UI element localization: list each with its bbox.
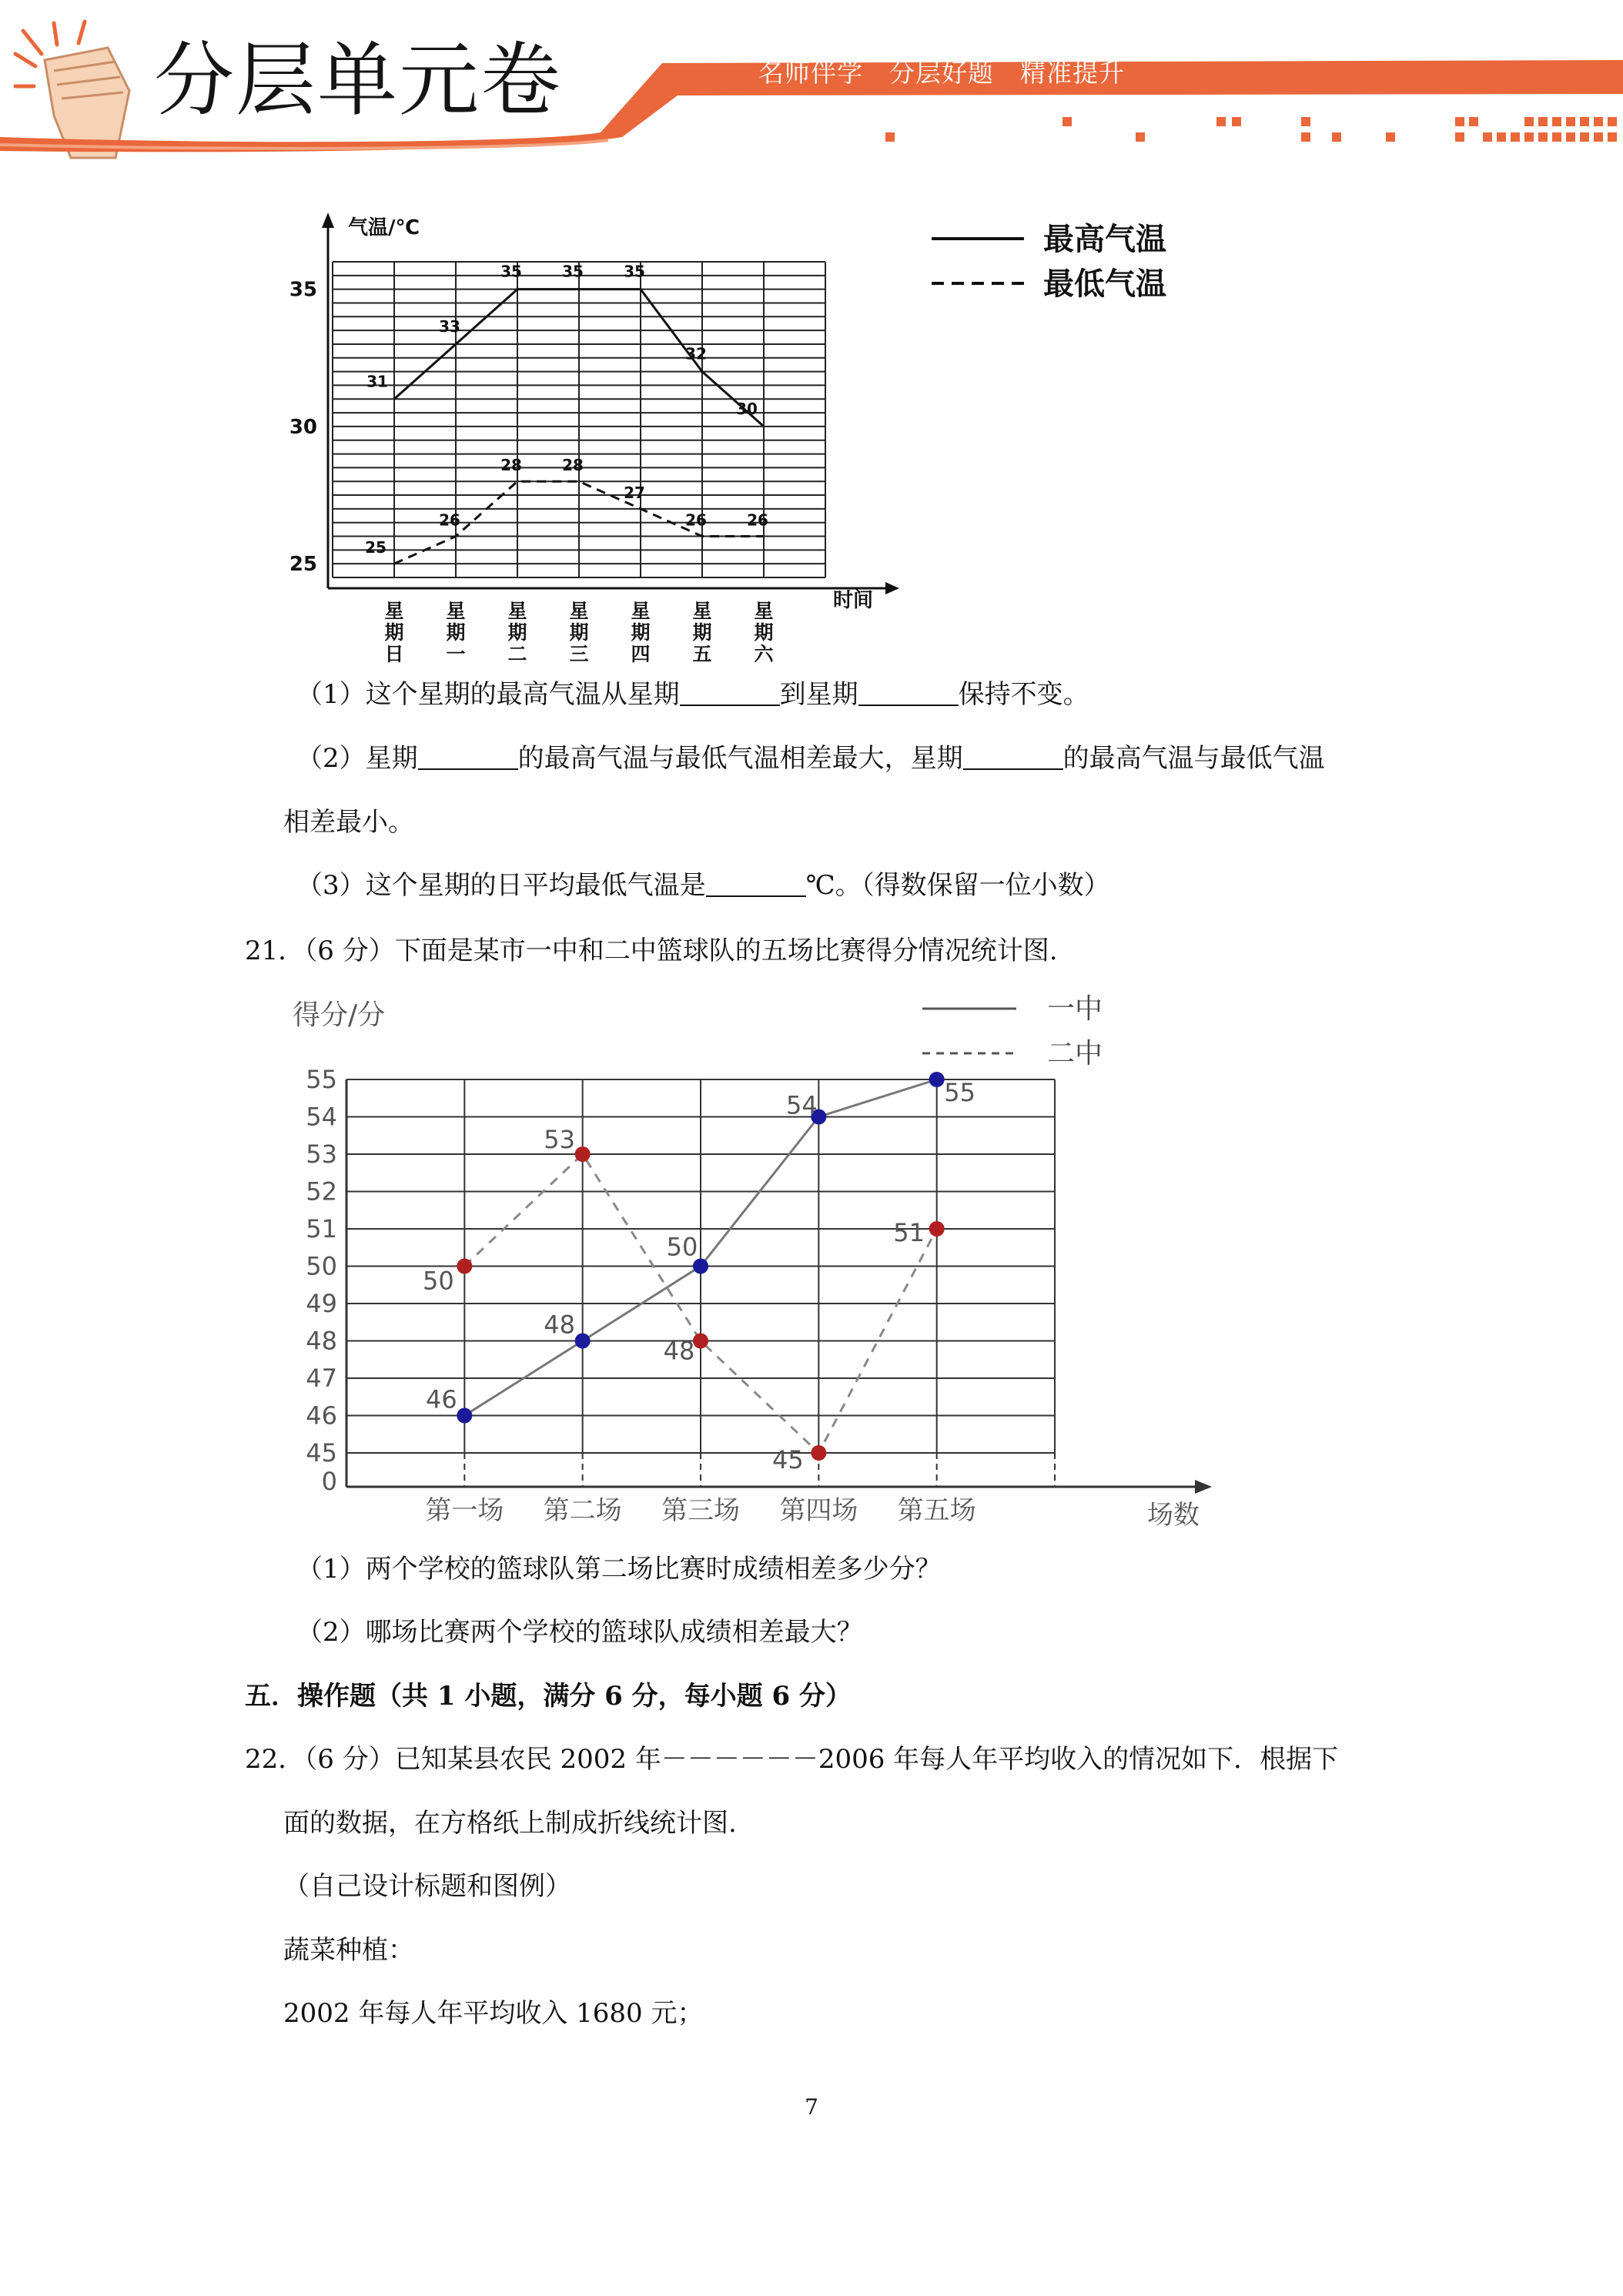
x-tick-label: 第四场 <box>779 1495 858 1526</box>
q20-part1-text-c: 保持不变。 <box>958 679 1089 710</box>
data-label: 55 <box>944 1078 976 1107</box>
data-label: 27 <box>624 483 645 502</box>
y-axis-label: 气温/℃ <box>348 216 420 239</box>
q22-line4: 蔬菜种植： <box>283 1935 414 1966</box>
data-label: 48 <box>544 1310 576 1340</box>
data-point <box>811 1445 826 1461</box>
data-point <box>575 1334 591 1349</box>
page-header <box>0 0 1623 166</box>
q22-line5: 2002 年每人年平均收入 1680 元； <box>283 1998 704 2029</box>
answer-blank[interactable] <box>680 681 780 706</box>
data-label: 35 <box>624 262 645 281</box>
q20-part3-text-a: （3）这个星期的日平均最低气温是 <box>296 870 706 901</box>
x-tick-label: 星期三 <box>569 600 589 664</box>
section-five-title: 五．操作题（共 1 小题，满分 6 分，每小题 6 分） <box>245 1681 852 1712</box>
basketball-chart-svg <box>277 986 1247 1540</box>
data-point <box>457 1259 472 1274</box>
brand-title: 分层单元卷 <box>154 33 563 127</box>
answer-blank[interactable] <box>963 745 1063 770</box>
y-tick-label: 54 <box>306 1102 337 1132</box>
data-point <box>929 1221 945 1237</box>
data-label: 54 <box>785 1090 818 1120</box>
x-tick-label: 第三场 <box>661 1495 740 1526</box>
y-tick-label: 52 <box>306 1176 337 1207</box>
data-point <box>575 1146 591 1162</box>
basketball-chart <box>277 986 1247 1540</box>
q20-part1 <box>296 679 1089 711</box>
x-axis-arrow <box>1195 1480 1212 1494</box>
x-tick-label: 第五场 <box>897 1495 976 1526</box>
q20-part1-text-a: （1）这个星期的最高气温从星期 <box>296 679 680 710</box>
y-tick-label: 30 <box>289 415 317 439</box>
data-label: 28 <box>562 456 584 475</box>
brand-slogan: 名师伴学 分层好题 精准提升 <box>758 58 1125 88</box>
y-tick-label: 0 <box>321 1467 337 1496</box>
data-label: 32 <box>685 344 707 363</box>
x-tick-label: 星期一 <box>446 600 466 664</box>
q20-part3 <box>296 870 1110 902</box>
x-axis-label: 场数 <box>1147 1500 1200 1531</box>
q20-part2-text-a: （2）星期 <box>296 743 418 774</box>
temperature-chart-svg <box>277 202 1201 664</box>
data-label: 30 <box>736 399 758 418</box>
q21-title: 21．（6 分）下面是某市一中和二中篮球队的五场比赛得分情况统计图. <box>245 935 1058 966</box>
page-number: 7 <box>805 2094 818 2120</box>
x-tick-label: 星期六 <box>754 600 774 664</box>
x-tick-label: 第二场 <box>543 1495 622 1526</box>
q20-part2-cont: 相差最小。 <box>283 807 414 838</box>
x-tick-label: 第一场 <box>425 1495 504 1526</box>
x-tick-label: 星期四 <box>631 600 651 664</box>
q20-part2-text-b: 的最高气温与最低气温相差最大，星期 <box>517 743 963 774</box>
q21-part1: （1）两个学校的篮球队第二场比赛时成绩相差多少分？ <box>296 1554 942 1585</box>
legend-label: 一中 <box>1047 993 1103 1025</box>
y-tick-label: 53 <box>306 1140 337 1169</box>
data-label: 53 <box>544 1125 576 1154</box>
data-point <box>693 1334 708 1349</box>
data-label: 50 <box>666 1232 698 1262</box>
x-tick-label: 星期二 <box>507 600 527 664</box>
q20-part3-text-b: ℃。（得数保留一位小数） <box>805 870 1110 901</box>
q20-part2 <box>296 743 1325 775</box>
q22-line2: 面的数据，在方格纸上制成折线统计图. <box>283 1808 737 1839</box>
fist-logo-icon <box>15 22 129 158</box>
data-label: 28 <box>500 456 522 475</box>
data-label: 26 <box>747 510 768 530</box>
q21-part2: （2）哪场比赛两个学校的篮球队成绩相差最大？ <box>296 1617 863 1648</box>
q20-part2-text-c: 的最高气温与最低气温 <box>1062 743 1325 774</box>
y-tick-label: 45 <box>306 1438 337 1468</box>
q22-line3: （自己设计标题和图例） <box>283 1871 571 1902</box>
temperature-chart <box>277 202 1201 664</box>
y-tick-label: 51 <box>306 1214 337 1243</box>
data-label: 26 <box>439 510 460 530</box>
x-axis-arrow <box>885 582 899 594</box>
y-tick-label: 35 <box>289 278 317 302</box>
data-label: 46 <box>425 1384 457 1414</box>
data-label: 35 <box>562 262 584 281</box>
data-label: 48 <box>663 1336 695 1366</box>
y-tick-label: 47 <box>306 1364 337 1393</box>
x-axis-label: 时间 <box>833 589 874 612</box>
y-tick-label: 50 <box>306 1251 337 1281</box>
data-label: 25 <box>365 538 387 557</box>
y-tick-label: 48 <box>306 1326 337 1356</box>
data-label: 50 <box>422 1266 454 1296</box>
data-label: 45 <box>771 1445 804 1474</box>
q20-part1-text-b: 到星期 <box>779 679 858 710</box>
y-axis-label: 得分/分 <box>293 999 386 1031</box>
data-label: 26 <box>685 510 707 530</box>
y-tick-label: 46 <box>306 1401 337 1431</box>
x-tick-label: 星期日 <box>384 600 404 664</box>
answer-blank[interactable] <box>858 681 959 706</box>
legend-label: 二中 <box>1047 1038 1103 1069</box>
data-label: 33 <box>439 316 460 336</box>
x-tick-label: 星期五 <box>692 600 712 664</box>
data-label: 31 <box>366 372 388 391</box>
data-label: 35 <box>500 262 522 281</box>
data-point <box>929 1072 945 1087</box>
answer-blank[interactable] <box>706 872 806 897</box>
y-tick-label: 49 <box>306 1289 337 1318</box>
answer-blank[interactable] <box>418 745 518 770</box>
q22-line1: 22．（6 分）已知某县农民 2002 年－－－－－－2006 年每人年平均收入的情况如下．根据下 <box>245 1744 1339 1775</box>
data-point <box>457 1408 472 1424</box>
y-tick-label: 25 <box>289 553 317 577</box>
legend-label: 最高气温 <box>1043 222 1166 257</box>
y-tick-label: 55 <box>306 1065 337 1094</box>
legend-label: 最低气温 <box>1043 266 1166 302</box>
y-axis-arrow <box>322 213 334 228</box>
data-label: 51 <box>893 1218 925 1247</box>
